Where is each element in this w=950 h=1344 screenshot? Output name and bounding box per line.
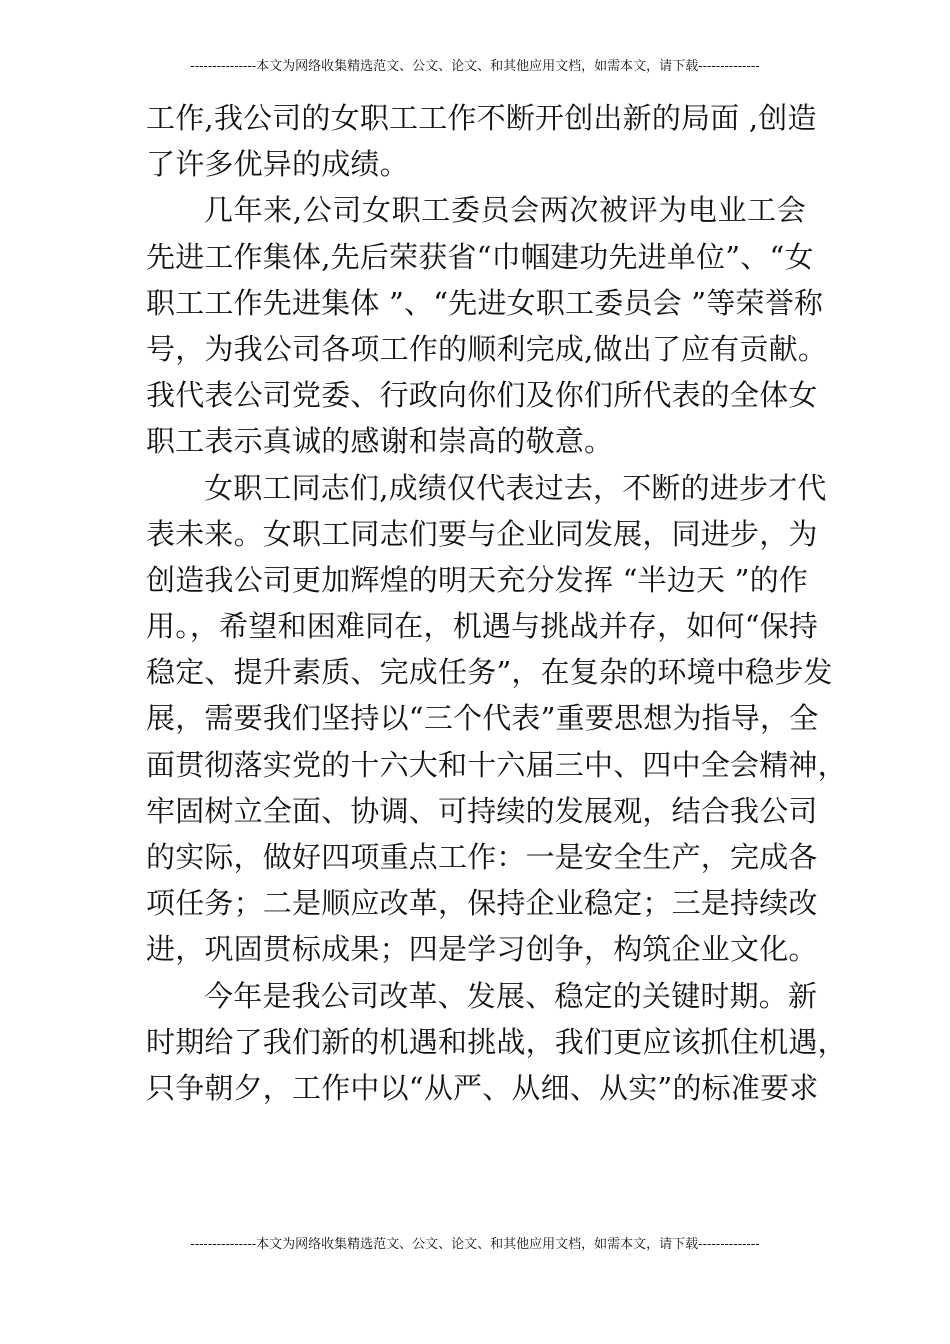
text-line: 稳定、提升素质、完成任务”，在复杂的环境中稳步发	[146, 655, 833, 690]
paragraph	[146, 973, 847, 1112]
text-line: 职工工作先进集体 ”、“先进女职工委员会 ”等荣誉称	[146, 285, 824, 320]
text-line: 只争朝夕，工作中以“从严、从细、从实”的标准要求	[146, 1070, 819, 1105]
text-line: 先进工作集体,先后荣获省“巾帼建功先进单位”、“女	[146, 239, 814, 274]
text-line: 我代表公司党委、行政向你们及你们所代表的全体女	[146, 378, 818, 413]
text-line: 项任务；二是顺应改革，保持企业稳定；三是持续改	[146, 886, 818, 921]
text-line: 女职工同志们,成绩仅代表过去，不断的进步才代	[204, 470, 827, 505]
text-line: 今年是我公司改革、发展、稳定的关键时期。新	[204, 978, 818, 1013]
paragraph	[146, 187, 828, 464]
text-line: 表未来。女职工同志们要与企业同发展，同进步，为	[146, 516, 818, 551]
text-line: 展，需要我们坚持以“三个代表”重要思想为指导，全	[146, 701, 819, 736]
text-line: 时期给了我们新的机遇和挑战，我们更应该抓住机遇，	[146, 1024, 847, 1059]
text-line: 工作,我公司的女职工工作不断开创出新的局面 ,创造	[146, 101, 817, 135]
text-line: 几年来,公司女职工委员会两次被评为电业工会	[204, 193, 806, 228]
text-line: 牢固树立全面、协调、可持续的发展观，结合我公司	[146, 793, 818, 828]
footer-banner: ---------------本文为网络收集精选范文、公文、论文、和其他应用文档，如需本文，请下载--------------	[190, 1237, 760, 1252]
paragraph	[146, 95, 817, 187]
text-line: 的实际，做好四项重点工作：一是安全生产，完成各	[146, 840, 818, 874]
paragraph	[146, 465, 847, 973]
text-line: 进，巩固贯标成果；四是学习创争，构筑企业文化。	[146, 932, 818, 967]
text-line: 了许多优异的成绩。	[146, 147, 409, 182]
text-line: 职工表示真诚的感谢和崇高的敬意。	[146, 424, 614, 459]
text-line: 号，为我公司各项工作的顺利完成,做出了应有贡献。	[146, 331, 828, 366]
text-line: 面贯彻落实党的十六大和十六届三中、四中全会精神，	[146, 747, 847, 782]
text-line: 创造我公司更加辉煌的明天充分发挥 “半边天 ”的作	[146, 562, 809, 597]
text-line: 用。，希望和困难同在，机遇与挑战并存，如何“保持	[146, 609, 819, 644]
header-banner: ---------------本文为网络收集精选范文、公文、论文、和其他应用文档，如需本文，请下载--------------	[190, 59, 760, 74]
document-body	[146, 95, 847, 1111]
